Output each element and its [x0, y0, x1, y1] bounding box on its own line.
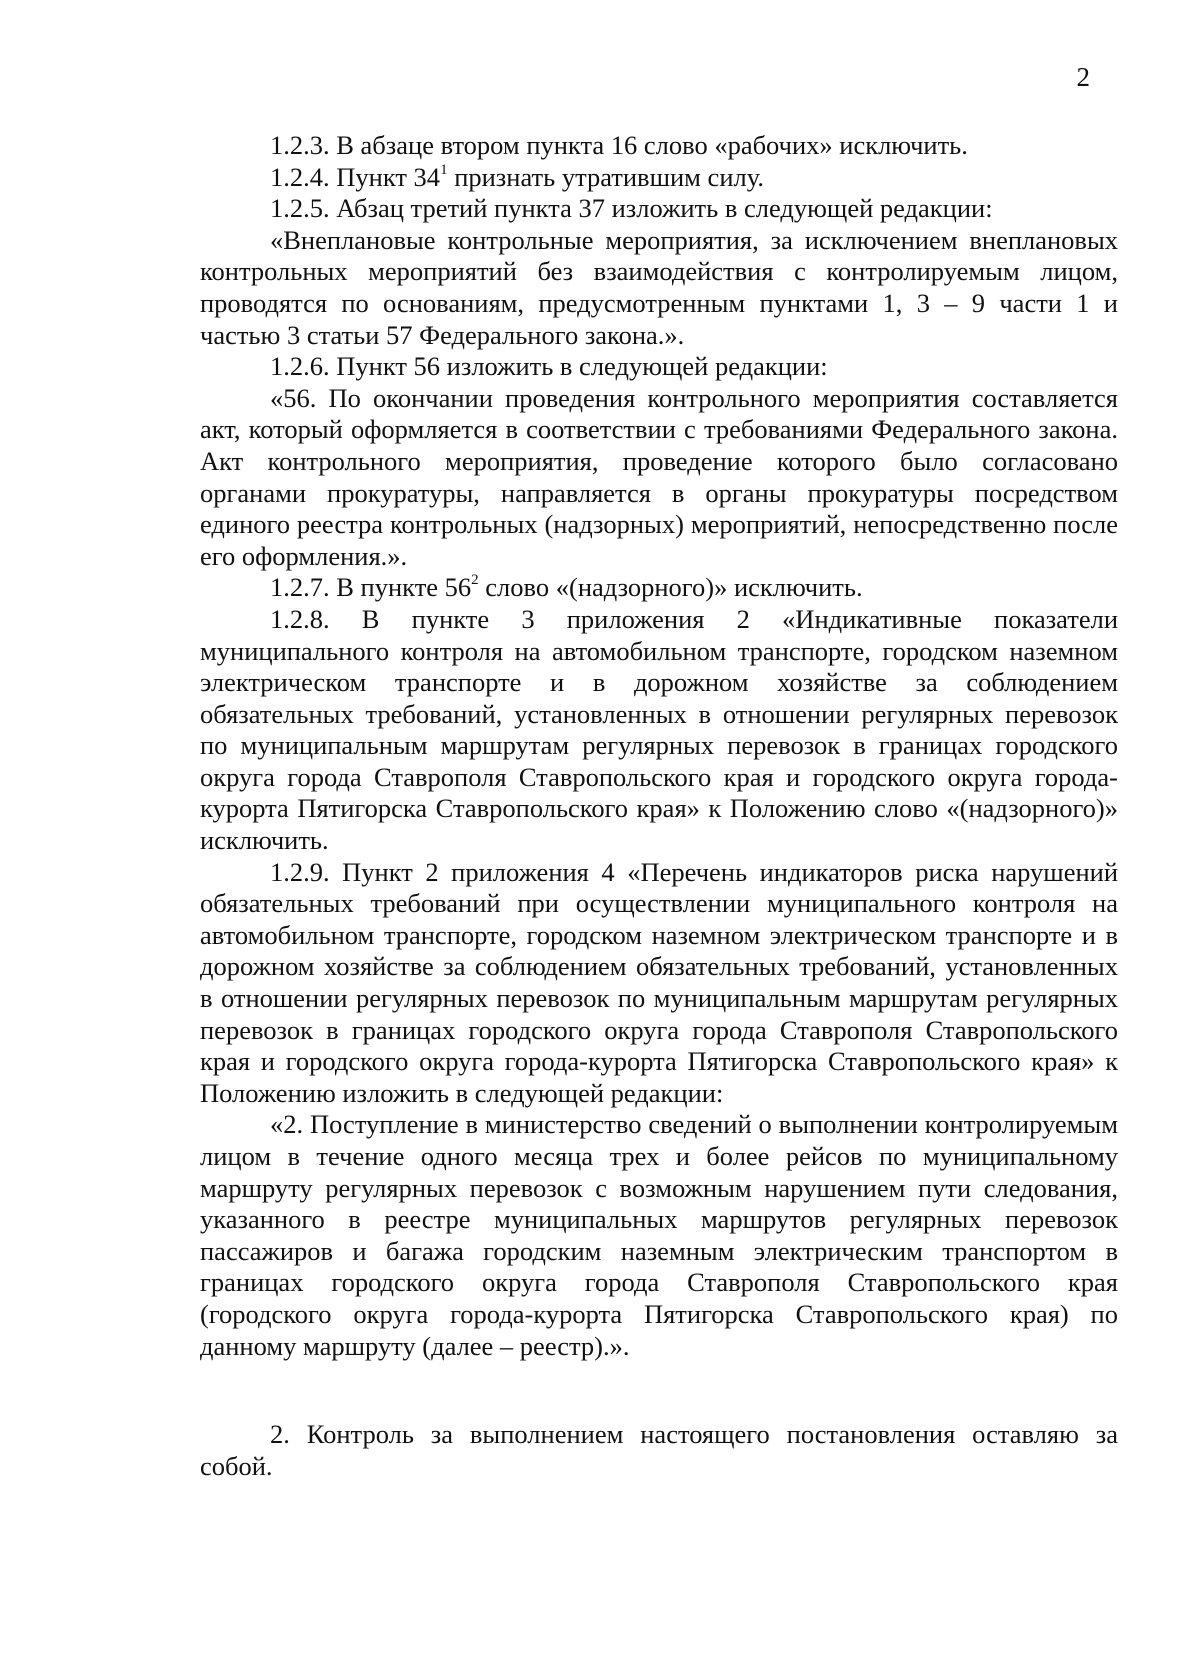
paragraph-1-2-9: 1.2.9. Пункт 2 приложения 4 «Перечень индикаторов риска нарушений обязательных требований при осуществлении муниципального контроля на автомобильном транспорте, городском наземном электрическом транспорте и в дорожном хозяйстве за соблюдением обязательных требований, установленных в отношении регулярных перевозок по муниципальным маршрутам регулярных перевозок в границах городского округа города Ставрополя Ставропольского края и городского округа города-курорта Пятигорска Ставропольского края» к Положению изложить в следующей редакции: [200, 856, 1118, 1108]
paragraph-1-2-8: 1.2.8. В пункте 3 приложения 2 «Индикативные показатели муниципального контроля на автомобильном транспорте, городском наземном электрическом транспорте и в дорожном хозяйстве за соблюдением обязательных требований, установленных в отношении регулярных перевозок по муниципальным маршрутам регулярных перевозок в границах городского округа города Ставрополя Ставропольского края и городского округа города-курорта Пятигорска Ставропольского края» к Положению слово «(надзорного)» исключить. [200, 603, 1118, 856]
document-body [200, 130, 1118, 1482]
superscript: 1 [440, 161, 448, 178]
superscript: 2 [471, 572, 479, 589]
quote-paragraph-37: «Внеплановые контрольные мероприятия, за исключением внеплановых контрольных мероприятий без взаимодействия с контролируемым лицом, проводятся по основаниям, предусмотренным пунктами 1, 3 – 9 части 1 и частью 3 статьи 57 Федерального закона.». [200, 224, 1118, 350]
paragraph-text: признать утратившим силу. [447, 161, 764, 192]
quote-paragraph-56: «56. По окончании проведения контрольного мероприятия составляется акт, который оформляется в соответствии с требованиями Федерального закона. Акт контрольного мероприятия, проведение которого было согласовано органами прокуратуры, направляется в органы прокуратуры посредством единого реестра контрольных (надзорных) мероприятий, непосредственно после его оформления.». [200, 382, 1118, 571]
paragraph-text: 1.2.4. Пункт 34 [270, 161, 441, 192]
quote-paragraph-2: «2. Поступление в министерство сведений о выполнении контролируемым лицом в течение одного месяца трех и более рейсов по муниципальному маршруту регулярных перевозок с возможным нарушением пути следования, указанного в реестре муниципальных маршрутов регулярных перевозок пассажиров и багажа городским наземным электрическим транспортом в границах городского округа города Ставрополя Ставропольского края (городского округа города-курорта Пятигорска Ставропольского края) по данному маршруту (далее – реестр).». [200, 1109, 1118, 1361]
paragraph-1-2-3: 1.2.3. В абзаце втором пункта 16 слово «рабочих» исключить. [270, 130, 968, 160]
page-number: 2 [1076, 62, 1090, 92]
paragraph-2: 2. Контроль за выполнением настоящего постановления оставляю за собой. [200, 1419, 1118, 1481]
paragraph-text: 1.2.7. В пункте 56 [270, 572, 472, 603]
paragraph-1-2-7 [200, 572, 1118, 604]
paragraph-1-2-5: 1.2.5. Абзац третий пункта 37 изложить в следующей редакции: [270, 193, 993, 224]
paragraph-text: слово «(надзорного)» исключить. [478, 572, 863, 603]
paragraph-spacer [200, 1362, 1118, 1419]
paragraph-1-2-4 [200, 162, 1118, 194]
paragraph-1-2-6: 1.2.6. Пункт 56 изложить в следующей редакции: [270, 351, 828, 382]
